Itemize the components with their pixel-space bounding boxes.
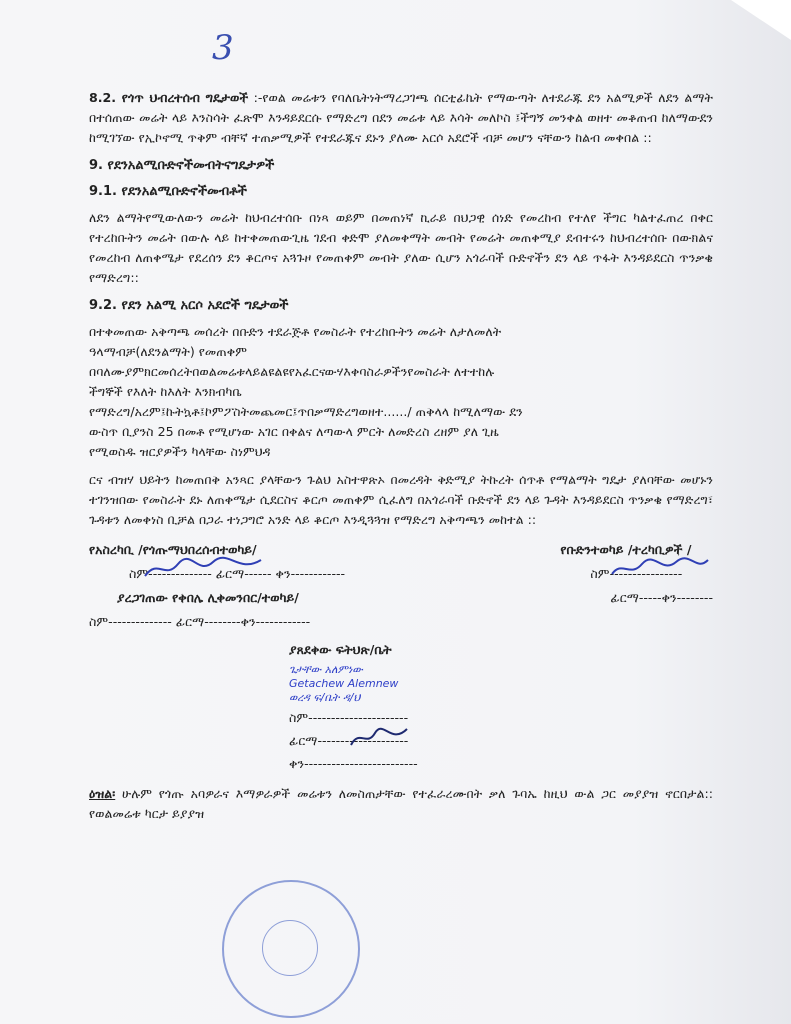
confirmer-signature-line: ስም-------------- ፊርማ--------ቀን------------ [89, 614, 311, 629]
confirmer-title: ያረጋገጠው የቀበሌ ሊቀመንበር/ተወካይ/ [117, 590, 299, 605]
note [89, 784, 713, 824]
section-9-2-text: ርና ብዝሃ ህይትን ከመጠበቅ አንጻር ያላቸውን ጉልህ አስተዋጽኦ በመረዳት ቅድሚያ ትኩረት ሰጥቶ የማልማት ግዴታ ያለባቸው መሆኑን ተገንዝበው የመስራት ደኑ ለጠቀሜታ ሲደርስና ቆርጦ መጠቀም ሲፈለግ በአጎራባች ቡድኖች ደን ላይ ጉዳት እንዳይደርስ ጥንቃቄ የማድረግ፣ ጉዳቱን ለመቀነስ ቢቻል በጋራ ተነጋግሮ አንድ ላይ ቆርጦ እንዲጓጓዝ የማድረግ አቅጣጫን መከተል :: [89, 472, 713, 527]
signature-label: ፊርማ [175, 614, 205, 629]
stamp-line: ጌታቸው አለምነው [289, 663, 363, 676]
name-label: ስም [129, 566, 149, 581]
court-title: ያጸደቀው ፍትህጽ/ቤት [289, 642, 392, 657]
signature-area [89, 540, 713, 632]
text-line: በተቀመጠው አቅጣጫ መሰረት በቡድን ተደራጅቶ የመስራት የተረከቡትን መሬት ለታለመለት [89, 324, 502, 339]
court-signature-line: ፊርማ-------------------- [289, 731, 408, 751]
leaser-signature-line: ስም-------------- ፊርማ------ ቀን------------ [129, 564, 345, 584]
stamp-line: Getachew Alemnew [289, 677, 399, 690]
leaser-title: የአስረካቢ /የጎጡማህበረሰብተወካይ/ [89, 542, 257, 557]
section-8-2-heading: 8.2. የጎጥ ህብረተሰብ ግዴታወች [89, 90, 249, 105]
text-line: በባለሙያምክርመሰረትበወልመሬቱላይልዩልዩየአፈርናውሃእቀባስራዎችንየመስራት ለተተከሉ [89, 364, 495, 379]
section-8-2-text: :-የወል መሬቱን የባለቤትነትማረጋገጫ ሰርቲፊኬት የማውጣት ለተደራጁ ደን አልሚዎች ለደን ልማት በተሰጠው መሬት ላይ እንስሳት ፈጽሞ እንዳይደርሱ የማድረግ በደን መሬቱ ላይ እሳት መለኮስ ፤ችግኝ መንቀል ወዘተ መቆጠብ ከለማውደን ከሚገኘው የኢኮኖሚ ጥቅም ብቸኛ ተጠቃሚዎች የተደራጁና ደኑን ያለሙ አርሶ አደሮች ብቻ መሆን ናቸውን ከልብ መቀበል :: [89, 90, 713, 145]
document-body [89, 88, 713, 832]
date-label: ቀን [289, 756, 305, 771]
section-9-2-heading: 9.2. የደን አልሚ አርሶ አደሮች ግዴታወች [89, 298, 289, 313]
name-label: ስም [590, 566, 610, 581]
handwritten-page-number: 3 [212, 28, 234, 68]
section-9-2-list [89, 322, 713, 462]
section-9-1-text: ለደን ልማትየሚውለውን መሬት ከህብረተሰቡ በነጻ ወይም በመጠነኛ ኪራይ በህጋዊ ሰነድ የመረከብ የተለየ ችግር ካልተፈጠረ በቀር የተረከቡትን መሬት በውሉ ላይ ከተቀመጠውጊዜ ገደብ ቀድሞ ያለመቀማት መብት የመሬት መጠቀሚያ ደብተሩን ከህብረተሰቡ በውክልና የመረከብ ለጠቀሜታ የደረሰን ደን ቆርጦና አጓጉዞ የመጠቀም መብት ያለው ሲሆን አጎራባች ቡድኖችን ደን ላይ ጥፋት እንዳይደርስ ጥንቃቄ የማድረግ:: [89, 210, 713, 285]
section-9-heading: 9. የደንአልሚቡድኖችመብትናግዴታዎች [89, 158, 275, 173]
leaser-block [89, 540, 345, 632]
text-line: ውስጥ ቢያንስ 25 በመቶ የሚሆነው አገር በቀልና ለጣውላ ምርት ለመድረስ ረዘም ያለ ጊዜ [89, 424, 499, 439]
stamp-line: ወረዳ ፍ/ቤት ዳ/ህ [289, 691, 361, 704]
court-block [289, 640, 713, 774]
round-official-stamp [222, 880, 360, 1018]
text-line: ዓላማብቻ(ለደንልማት) የመጠቀም [89, 344, 247, 359]
stamp-emblem-icon [262, 920, 318, 976]
date-label: ቀን [240, 614, 256, 629]
name-label: ስም [289, 710, 309, 725]
note-label: ዕዝል፡ [89, 786, 116, 801]
date-label: ቀን [661, 590, 677, 605]
name-label: ስም [89, 614, 109, 629]
group-title: የቡድንተወካይ /ተረካቢዎች / [560, 542, 692, 557]
note-text: ሁሉም የጎጡ አባዎራና እማዎራዎች መሬቱን ለመስጠታቸው የተፈራረሙበት ቃለ ጉባኤ ከዚህ ውል ጋር መያያዝ ኖርበታል:: የወልመሬቱ ካርታ ይያያዝ [89, 786, 713, 821]
text-line: ችግኞች የእለት ከእለት እንክብካቤ [89, 384, 242, 399]
text-line: የማድረግ/አረም፤ኩትኳቶ፤ኮምፖስትመጨመር፤ጥበቃማድረግወዘተ....../ ጠቅላላ ከሚለማው ደን [89, 404, 523, 419]
signature-label: ፊርማ [289, 733, 318, 748]
signature-label: ፊርማ [215, 566, 245, 581]
handwritten-signature [349, 727, 409, 749]
court-stamp-text [289, 663, 398, 705]
group-block [560, 540, 713, 632]
text-line: የሚወስዱ ዝርያዎችን ካላቸው ስነምህዳ [89, 444, 271, 459]
folded-corner [731, 0, 791, 40]
section-8-2 [89, 88, 713, 148]
court-name-line: ስም---------------------- [289, 710, 409, 725]
date-label: ቀን [275, 566, 291, 581]
section-9-1-heading: 9.1. የደንአልሚቡድኖችመብቶች [89, 184, 247, 199]
group-signature-line: ፊርማ-----ቀን-------- [610, 590, 713, 605]
court-date-line: ቀን------------------------- [289, 756, 418, 771]
signature-label: ፊርማ [610, 590, 639, 605]
group-name-line: ስም---------------- [590, 564, 713, 584]
